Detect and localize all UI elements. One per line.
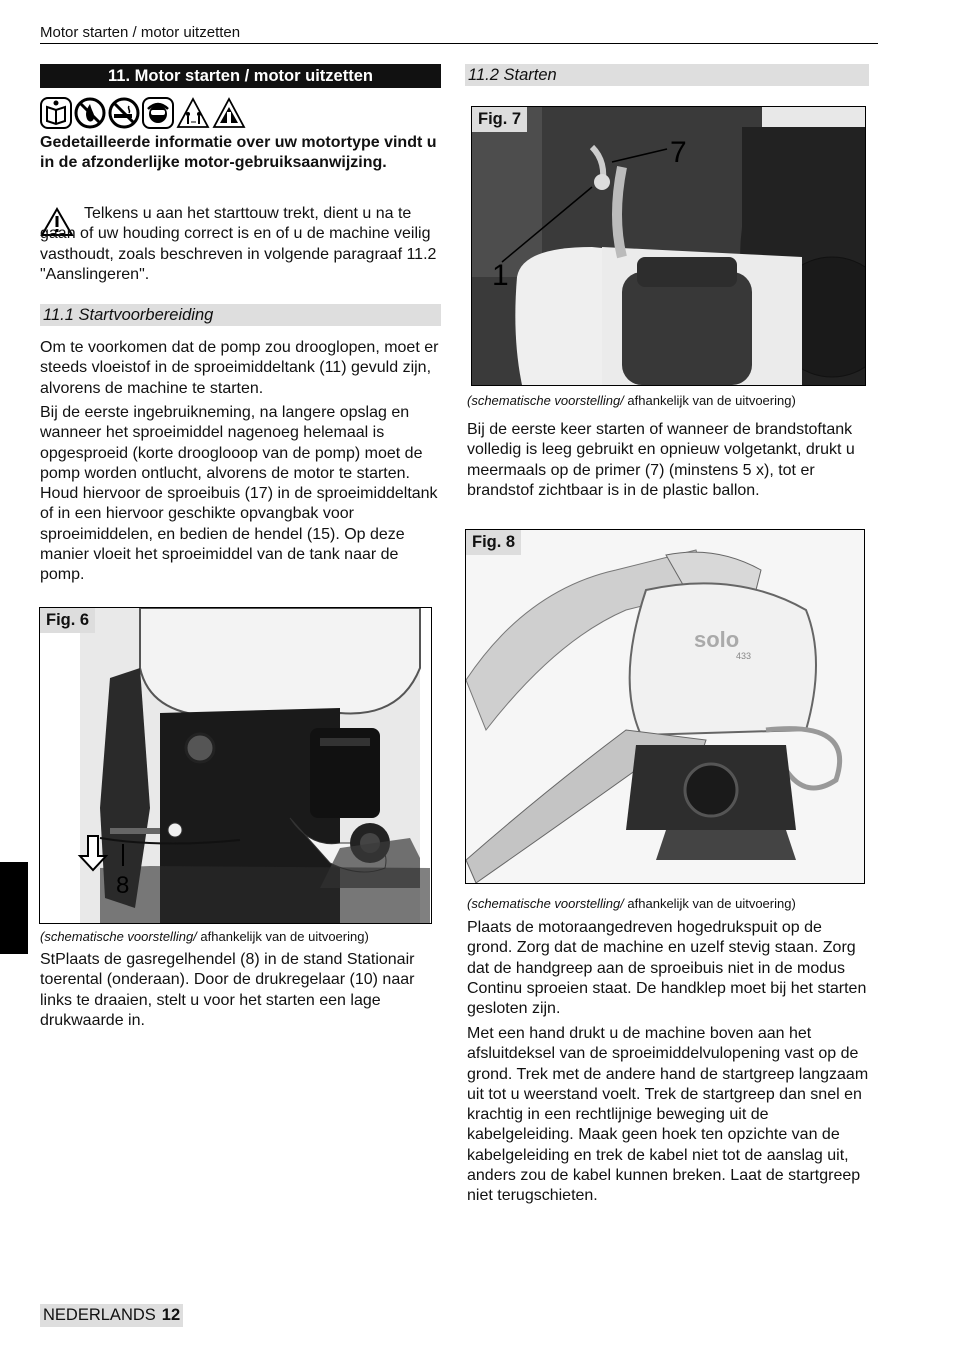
page-number: 12 xyxy=(161,1306,181,1324)
subsection-title-11-1: 11.1 Startvoorbereiding xyxy=(40,304,441,326)
caption-italic: (schematische voorstelling/ xyxy=(467,393,624,408)
figure-6-photo xyxy=(40,608,431,923)
caption-normal: afhankelijk van de uitvoering) xyxy=(196,929,369,944)
ear-eye-protection-icon xyxy=(142,97,174,129)
paragraph-11-2-a: Bij de eerste keer starten of wanneer de brandstoftank volledig is leeg gebruikt en opnieuw volgetankt, drukt u meermaals op de primer (7) (minstens 5 x), tot er brandstof zichtbaar is in de plastic ballon. xyxy=(467,421,855,499)
side-tab-marker xyxy=(0,862,28,954)
figure-6-callout-8: 8 xyxy=(116,872,130,899)
paragraph-11-1-c: StPlaats de gasregelhendel (8) in de stand Stationair toerental (onderaan). Door de drukregelaar (10) naar links te draaien, stelt u voor het starten een lage drukwaarde in. xyxy=(40,951,415,1029)
figure-7-photo xyxy=(472,107,865,385)
read-manual-icon xyxy=(40,97,72,129)
figure-6-caption xyxy=(40,929,440,945)
paragraph-11-2-b: Plaats de motoraangedreven hogedrukspuit op de grond. Zorg dat de machine en uzelf stevig staan. Zorg dat de handgreep aan de sproeibuis niet in de modus Continu sproeien staat. De handklep moet bij het starten gesloten zijn. xyxy=(467,919,867,1018)
intro-bold-text: Gedetailleerde informatie over uw motortype vindt u in de afzonderlijke motor-gebruiksaanwijzing. xyxy=(40,134,437,172)
figure-7-caption xyxy=(467,393,867,409)
no-smoking-icon xyxy=(108,97,140,129)
figure-8-brand: solo xyxy=(694,627,740,652)
paragraph-11-1-a: Om te voorkomen dat de pomp zou drooglopen, moet er steeds vloeistof in de sproeimiddeltank (11) gevuld zijn, alvorens de machine te starten. xyxy=(40,339,439,397)
running-header: Motor starten / motor uitzetten xyxy=(40,24,241,41)
figure-6 xyxy=(39,607,432,924)
footer-language: NEDERLANDS xyxy=(43,1306,156,1324)
figure-8-label: Fig. 8 xyxy=(466,530,521,555)
caption-normal: afhankelijk van de uitvoering) xyxy=(623,896,796,911)
section-title: 11. Motor starten / motor uitzetten xyxy=(40,64,441,88)
header-rule xyxy=(40,43,878,44)
subsection-title-11-2: 11.2 Starten xyxy=(465,64,869,86)
figure-7-callout-1: 1 xyxy=(492,259,509,292)
caption-italic: (schematische voorstelling/ xyxy=(40,929,197,944)
page-footer xyxy=(40,1304,183,1327)
keep-distance-icon xyxy=(176,97,210,129)
safety-icons xyxy=(40,97,246,129)
figure-8-model: 433 xyxy=(736,651,752,661)
caption-italic: (schematische voorstelling/ xyxy=(467,896,624,911)
caption-normal: afhankelijk van de uitvoering) xyxy=(623,393,796,408)
paragraph-11-2-c: Met een hand drukt u de machine boven aan het afsluitdeksel van de sproeimiddelvulopening vast op de grond. Trek met de andere hand de startgreep langzaam uit tot u weerstand voelt. Trek de startgreep dan snel en krachtig in een rechtlijnige beweging uit de kabelgeleiding. Maak geen hoek ten opzichte van de kabelgeleiding en trek de kabel niet tot de aanslag uit, anders zou de kabel kunnen breken. Laat de startgreep niet terugschieten. xyxy=(467,1025,869,1205)
warning-triangle-icon xyxy=(212,97,246,129)
figure-8-caption xyxy=(467,896,867,912)
figure-8-photo xyxy=(466,530,864,883)
figure-7-label: Fig. 7 xyxy=(472,107,527,132)
figure-7 xyxy=(471,106,866,386)
no-open-flame-icon xyxy=(74,97,106,129)
figure-6-label: Fig. 6 xyxy=(40,608,95,633)
warning-text: Telkens u aan het starttouw trekt, dient u na te gaan of uw houding correct is en of u de machine veilig vasthoudt, zoals beschreven in volgende paragraaf 11.2 "Aanslingeren". xyxy=(40,205,437,283)
paragraph-11-1-b: Bij de eerste ingebruikneming, na langere opslag en wanneer het sproeimiddel nagenoeg helemaal is opgesproeid (korte drooglooop van de pomp) moet de pomp worden ontlucht, alvorens de motor te starten. Houd hiervoor de sproeibuis (17) in de sproeimiddeltank of in een hiervoor geschikte opvangbak voor sproeimiddelen, en bedien de hendel (15). Op deze manier vloeit het sproeimiddel van de tank naar de pomp. xyxy=(40,404,438,584)
figure-7-callout-7: 7 xyxy=(670,136,687,169)
figure-8 xyxy=(465,529,865,884)
